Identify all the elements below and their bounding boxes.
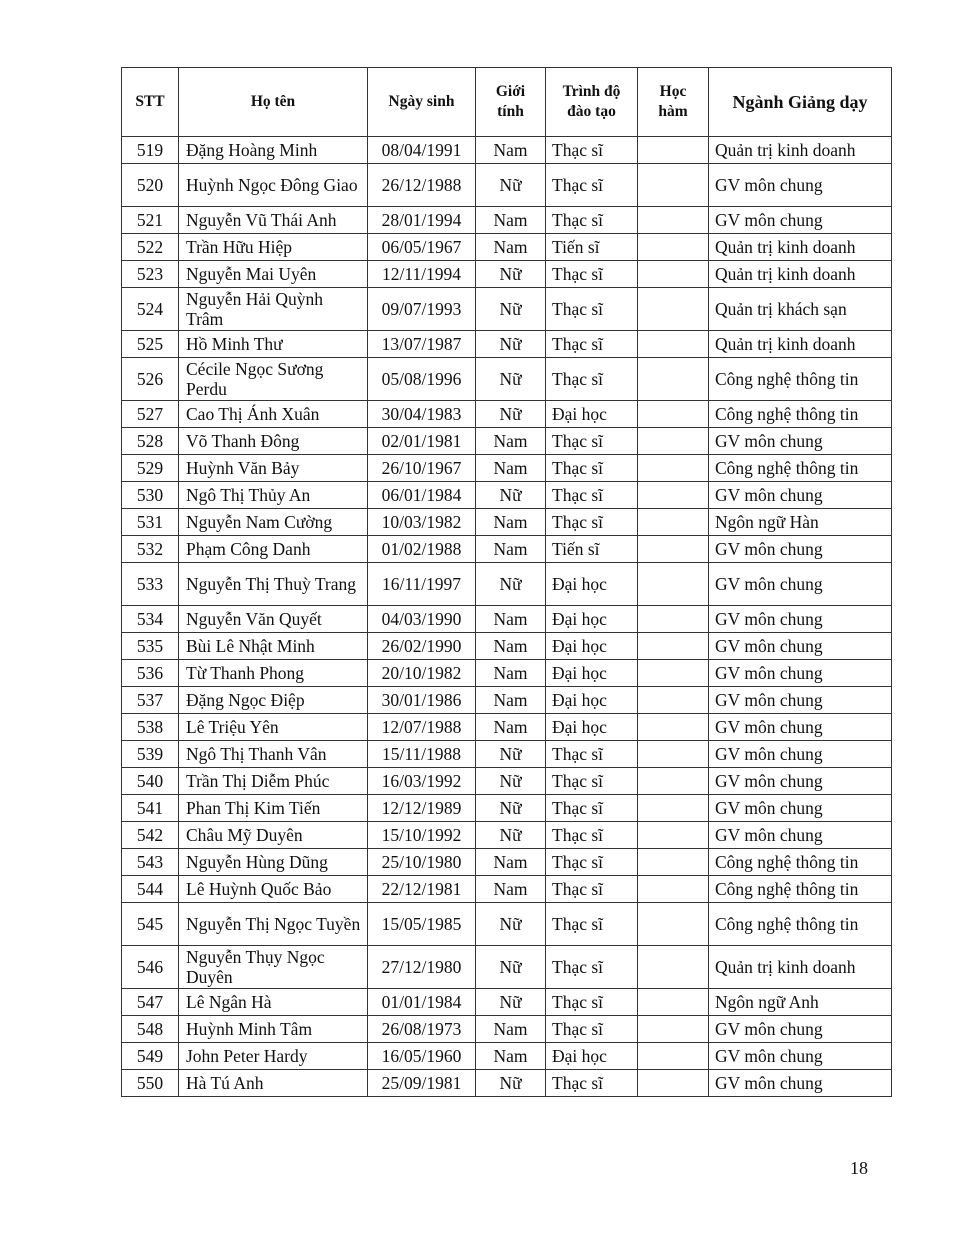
cell-stt: 545: [122, 903, 179, 946]
cell-stt: 546: [122, 946, 179, 989]
table-row: [122, 741, 892, 768]
cell-dob: 15/11/1988: [368, 741, 476, 768]
cell-degree: Tiến sĩ: [546, 234, 638, 261]
cell-gender: Nữ: [476, 989, 546, 1016]
cell-stt: 537: [122, 687, 179, 714]
cell-stt: 530: [122, 482, 179, 509]
cell-stt: 529: [122, 455, 179, 482]
cell-field: GV môn chung: [709, 563, 892, 606]
cell-gender: Nam: [476, 687, 546, 714]
cell-degree: Thạc sĩ: [546, 903, 638, 946]
cell-stt: 528: [122, 428, 179, 455]
cell-field: Quản trị kinh doanh: [709, 331, 892, 358]
cell-dob: 16/05/1960: [368, 1043, 476, 1070]
cell-title: [638, 633, 709, 660]
cell-degree: Đại học: [546, 633, 638, 660]
cell-degree: Thạc sĩ: [546, 509, 638, 536]
cell-stt: 526: [122, 358, 179, 401]
cell-title: [638, 137, 709, 164]
cell-dob: 12/07/1988: [368, 714, 476, 741]
cell-title: [638, 563, 709, 606]
cell-title: [638, 849, 709, 876]
cell-name: Cao Thị Ánh Xuân: [179, 401, 368, 428]
cell-gender: Nam: [476, 455, 546, 482]
cell-gender: Nữ: [476, 358, 546, 401]
cell-stt: 548: [122, 1016, 179, 1043]
table-row: [122, 633, 892, 660]
cell-dob: 04/03/1990: [368, 606, 476, 633]
cell-field: GV môn chung: [709, 714, 892, 741]
cell-gender: Nữ: [476, 164, 546, 207]
table-row: [122, 822, 892, 849]
cell-dob: 01/01/1984: [368, 989, 476, 1016]
cell-dob: 25/10/1980: [368, 849, 476, 876]
cell-gender: Nam: [476, 1016, 546, 1043]
table-row: [122, 261, 892, 288]
cell-degree: Thạc sĩ: [546, 822, 638, 849]
cell-name: John Peter Hardy: [179, 1043, 368, 1070]
cell-degree: Tiến sĩ: [546, 536, 638, 563]
cell-dob: 26/12/1988: [368, 164, 476, 207]
cell-field: Công nghệ thông tin: [709, 876, 892, 903]
table-row: [122, 660, 892, 687]
cell-gender: Nữ: [476, 482, 546, 509]
page-number: 18: [850, 1158, 868, 1178]
cell-degree: Đại học: [546, 563, 638, 606]
cell-degree: Thạc sĩ: [546, 261, 638, 288]
cell-name: Đặng Hoàng Minh: [179, 137, 368, 164]
table-row: [122, 509, 892, 536]
table-row: [122, 563, 892, 606]
cell-field: Quản trị kinh doanh: [709, 946, 892, 989]
cell-gender: Nữ: [476, 261, 546, 288]
cell-field: GV môn chung: [709, 1016, 892, 1043]
staff-table: [121, 67, 892, 1097]
cell-dob: 22/12/1981: [368, 876, 476, 903]
cell-field: Quản trị kinh doanh: [709, 234, 892, 261]
cell-degree: Thạc sĩ: [546, 428, 638, 455]
cell-name: Ngô Thị Thủy An: [179, 482, 368, 509]
cell-title: [638, 687, 709, 714]
cell-name: Nguyễn Hùng Dũng: [179, 849, 368, 876]
cell-title: [638, 660, 709, 687]
cell-stt: 520: [122, 164, 179, 207]
cell-stt: 524: [122, 288, 179, 331]
cell-gender: Nam: [476, 137, 546, 164]
cell-title: [638, 164, 709, 207]
cell-field: Quản trị kinh doanh: [709, 137, 892, 164]
cell-title: [638, 822, 709, 849]
cell-degree: Đại học: [546, 660, 638, 687]
table-row: [122, 903, 892, 946]
cell-gender: Nữ: [476, 401, 546, 428]
cell-gender: Nữ: [476, 331, 546, 358]
cell-gender: Nam: [476, 1043, 546, 1070]
cell-field: GV môn chung: [709, 633, 892, 660]
cell-dob: 12/11/1994: [368, 261, 476, 288]
cell-field: GV môn chung: [709, 428, 892, 455]
cell-name: Cécile Ngọc Sương Perdu: [179, 358, 368, 401]
cell-gender: Nữ: [476, 795, 546, 822]
cell-stt: 533: [122, 563, 179, 606]
cell-title: [638, 1043, 709, 1070]
cell-title: [638, 795, 709, 822]
cell-field: GV môn chung: [709, 768, 892, 795]
cell-field: GV môn chung: [709, 606, 892, 633]
header-degree: Trình độ đào tạo: [546, 68, 638, 137]
cell-stt: 527: [122, 401, 179, 428]
cell-dob: 06/05/1967: [368, 234, 476, 261]
cell-field: GV môn chung: [709, 1070, 892, 1097]
cell-title: [638, 428, 709, 455]
cell-name: Nguyễn Văn Quyết: [179, 606, 368, 633]
cell-name: Châu Mỹ Duyên: [179, 822, 368, 849]
cell-degree: Thạc sĩ: [546, 795, 638, 822]
cell-dob: 26/08/1973: [368, 1016, 476, 1043]
cell-gender: Nam: [476, 633, 546, 660]
cell-title: [638, 903, 709, 946]
cell-dob: 15/10/1992: [368, 822, 476, 849]
cell-field: GV môn chung: [709, 1043, 892, 1070]
table-row: [122, 768, 892, 795]
cell-field: GV môn chung: [709, 687, 892, 714]
table-row: [122, 207, 892, 234]
cell-gender: Nam: [476, 714, 546, 741]
cell-gender: Nam: [476, 509, 546, 536]
cell-title: [638, 1016, 709, 1043]
cell-title: [638, 261, 709, 288]
cell-name: Nguyễn Hải Quỳnh Trâm: [179, 288, 368, 331]
cell-degree: Thạc sĩ: [546, 164, 638, 207]
table-row: [122, 795, 892, 822]
cell-dob: 09/07/1993: [368, 288, 476, 331]
cell-stt: 522: [122, 234, 179, 261]
cell-gender: Nam: [476, 207, 546, 234]
cell-name: Phạm Công Danh: [179, 536, 368, 563]
cell-field: GV môn chung: [709, 164, 892, 207]
header-name: Họ tên: [179, 68, 368, 137]
cell-dob: 30/01/1986: [368, 687, 476, 714]
cell-field: Công nghệ thông tin: [709, 401, 892, 428]
cell-name: Trần Hữu Hiệp: [179, 234, 368, 261]
cell-gender: Nam: [476, 849, 546, 876]
cell-degree: Thạc sĩ: [546, 288, 638, 331]
header-dob: Ngày sinh: [368, 68, 476, 137]
table-row: [122, 714, 892, 741]
cell-degree: Đại học: [546, 606, 638, 633]
table-row: [122, 428, 892, 455]
cell-degree: Thạc sĩ: [546, 1016, 638, 1043]
cell-dob: 08/04/1991: [368, 137, 476, 164]
header-gender: Giới tính: [476, 68, 546, 137]
cell-field: Ngôn ngữ Hàn: [709, 509, 892, 536]
cell-degree: Đại học: [546, 687, 638, 714]
cell-dob: 13/07/1987: [368, 331, 476, 358]
cell-name: Lê Huỳnh Quốc Bảo: [179, 876, 368, 903]
cell-degree: Thạc sĩ: [546, 331, 638, 358]
cell-stt: 535: [122, 633, 179, 660]
cell-degree: Thạc sĩ: [546, 946, 638, 989]
cell-stt: 542: [122, 822, 179, 849]
cell-gender: Nữ: [476, 563, 546, 606]
cell-degree: Thạc sĩ: [546, 358, 638, 401]
cell-title: [638, 455, 709, 482]
cell-name: Nguyễn Mai Uyên: [179, 261, 368, 288]
cell-stt: 539: [122, 741, 179, 768]
cell-title: [638, 482, 709, 509]
cell-degree: Thạc sĩ: [546, 989, 638, 1016]
cell-dob: 26/10/1967: [368, 455, 476, 482]
cell-name: Hà Tú Anh: [179, 1070, 368, 1097]
cell-field: Công nghệ thông tin: [709, 358, 892, 401]
cell-field: GV môn chung: [709, 795, 892, 822]
cell-name: Phan Thị Kim Tiến: [179, 795, 368, 822]
cell-stt: 547: [122, 989, 179, 1016]
cell-gender: Nam: [476, 234, 546, 261]
cell-gender: Nam: [476, 428, 546, 455]
table-row: [122, 401, 892, 428]
cell-name: Huỳnh Văn Bảy: [179, 455, 368, 482]
cell-title: [638, 288, 709, 331]
cell-degree: Đại học: [546, 714, 638, 741]
cell-title: [638, 331, 709, 358]
cell-title: [638, 401, 709, 428]
cell-stt: 544: [122, 876, 179, 903]
cell-dob: 02/01/1981: [368, 428, 476, 455]
table-row: [122, 687, 892, 714]
table-row: [122, 1070, 892, 1097]
cell-title: [638, 741, 709, 768]
cell-dob: 16/03/1992: [368, 768, 476, 795]
cell-gender: Nam: [476, 606, 546, 633]
cell-dob: 30/04/1983: [368, 401, 476, 428]
cell-dob: 01/02/1988: [368, 536, 476, 563]
cell-stt: 525: [122, 331, 179, 358]
cell-stt: 531: [122, 509, 179, 536]
cell-name: Huỳnh Minh Tâm: [179, 1016, 368, 1043]
cell-name: Huỳnh Ngọc Đông Giao: [179, 164, 368, 207]
header-title: Học hàm: [638, 68, 709, 137]
cell-name: Võ Thanh Đông: [179, 428, 368, 455]
table-row: [122, 358, 892, 401]
cell-gender: Nữ: [476, 1070, 546, 1097]
cell-title: [638, 207, 709, 234]
cell-stt: 540: [122, 768, 179, 795]
table-row: [122, 536, 892, 563]
cell-degree: Thạc sĩ: [546, 1070, 638, 1097]
cell-stt: 543: [122, 849, 179, 876]
cell-stt: 534: [122, 606, 179, 633]
cell-degree: Thạc sĩ: [546, 137, 638, 164]
cell-stt: 532: [122, 536, 179, 563]
cell-degree: Thạc sĩ: [546, 207, 638, 234]
cell-degree: Thạc sĩ: [546, 741, 638, 768]
cell-name: Lê Triệu Yên: [179, 714, 368, 741]
cell-title: [638, 714, 709, 741]
cell-title: [638, 768, 709, 795]
cell-name: Ngô Thị Thanh Vân: [179, 741, 368, 768]
cell-stt: 521: [122, 207, 179, 234]
cell-dob: 10/03/1982: [368, 509, 476, 536]
cell-degree: Đại học: [546, 1043, 638, 1070]
cell-gender: Nữ: [476, 288, 546, 331]
cell-title: [638, 358, 709, 401]
cell-field: Ngôn ngữ Anh: [709, 989, 892, 1016]
header-field: Ngành Giảng dạy: [709, 68, 892, 137]
cell-name: Nguyễn Thị Thuỳ Trang: [179, 563, 368, 606]
cell-degree: Thạc sĩ: [546, 876, 638, 903]
cell-name: Nguyễn Thị Ngọc Tuyền: [179, 903, 368, 946]
cell-field: GV môn chung: [709, 822, 892, 849]
cell-title: [638, 536, 709, 563]
cell-name: Trần Thị Diễm Phúc: [179, 768, 368, 795]
cell-title: [638, 606, 709, 633]
cell-degree: Thạc sĩ: [546, 482, 638, 509]
cell-name: Lê Ngân Hà: [179, 989, 368, 1016]
cell-degree: Thạc sĩ: [546, 455, 638, 482]
table-row: [122, 164, 892, 207]
cell-field: Quản trị khách sạn: [709, 288, 892, 331]
cell-title: [638, 509, 709, 536]
cell-field: GV môn chung: [709, 741, 892, 768]
cell-stt: 538: [122, 714, 179, 741]
cell-field: GV môn chung: [709, 482, 892, 509]
cell-stt: 541: [122, 795, 179, 822]
cell-degree: Thạc sĩ: [546, 768, 638, 795]
table-row: [122, 288, 892, 331]
table-row: [122, 234, 892, 261]
table-row: [122, 946, 892, 989]
cell-gender: Nam: [476, 660, 546, 687]
cell-stt: 549: [122, 1043, 179, 1070]
header-stt: STT: [122, 68, 179, 137]
cell-name: Hồ Minh Thư: [179, 331, 368, 358]
table-body: [122, 137, 892, 1097]
cell-name: Nguyễn Thụy Ngọc Duyên: [179, 946, 368, 989]
cell-dob: 05/08/1996: [368, 358, 476, 401]
cell-dob: 25/09/1981: [368, 1070, 476, 1097]
cell-gender: Nữ: [476, 903, 546, 946]
cell-name: Đặng Ngọc Điệp: [179, 687, 368, 714]
cell-title: [638, 876, 709, 903]
table-row: [122, 1016, 892, 1043]
table-row: [122, 1043, 892, 1070]
cell-name: Nguyễn Nam Cường: [179, 509, 368, 536]
cell-gender: Nữ: [476, 741, 546, 768]
cell-field: Công nghệ thông tin: [709, 455, 892, 482]
cell-dob: 27/12/1980: [368, 946, 476, 989]
cell-title: [638, 946, 709, 989]
cell-dob: 28/01/1994: [368, 207, 476, 234]
cell-field: GV môn chung: [709, 536, 892, 563]
cell-gender: Nữ: [476, 946, 546, 989]
table-row: [122, 482, 892, 509]
cell-gender: Nam: [476, 536, 546, 563]
cell-name: Nguyễn Vũ Thái Anh: [179, 207, 368, 234]
cell-title: [638, 234, 709, 261]
cell-dob: 12/12/1989: [368, 795, 476, 822]
cell-gender: Nữ: [476, 822, 546, 849]
table-row: [122, 989, 892, 1016]
cell-name: Từ Thanh Phong: [179, 660, 368, 687]
cell-stt: 550: [122, 1070, 179, 1097]
table-row: [122, 137, 892, 164]
table-row: [122, 455, 892, 482]
cell-stt: 523: [122, 261, 179, 288]
cell-stt: 536: [122, 660, 179, 687]
table-row: [122, 849, 892, 876]
cell-field: GV môn chung: [709, 660, 892, 687]
cell-gender: Nam: [476, 876, 546, 903]
table-row: [122, 331, 892, 358]
cell-dob: 15/05/1985: [368, 903, 476, 946]
cell-dob: 26/02/1990: [368, 633, 476, 660]
cell-field: Công nghệ thông tin: [709, 903, 892, 946]
cell-degree: Thạc sĩ: [546, 849, 638, 876]
cell-dob: 20/10/1982: [368, 660, 476, 687]
table-header-row: [122, 68, 892, 137]
cell-name: Bùi Lê Nhật Minh: [179, 633, 368, 660]
cell-gender: Nữ: [476, 768, 546, 795]
cell-degree: Đại học: [546, 401, 638, 428]
cell-title: [638, 1070, 709, 1097]
cell-stt: 519: [122, 137, 179, 164]
cell-field: Quản trị kinh doanh: [709, 261, 892, 288]
cell-field: Công nghệ thông tin: [709, 849, 892, 876]
cell-title: [638, 989, 709, 1016]
table-row: [122, 876, 892, 903]
cell-field: GV môn chung: [709, 207, 892, 234]
cell-dob: 06/01/1984: [368, 482, 476, 509]
table-row: [122, 606, 892, 633]
cell-dob: 16/11/1997: [368, 563, 476, 606]
